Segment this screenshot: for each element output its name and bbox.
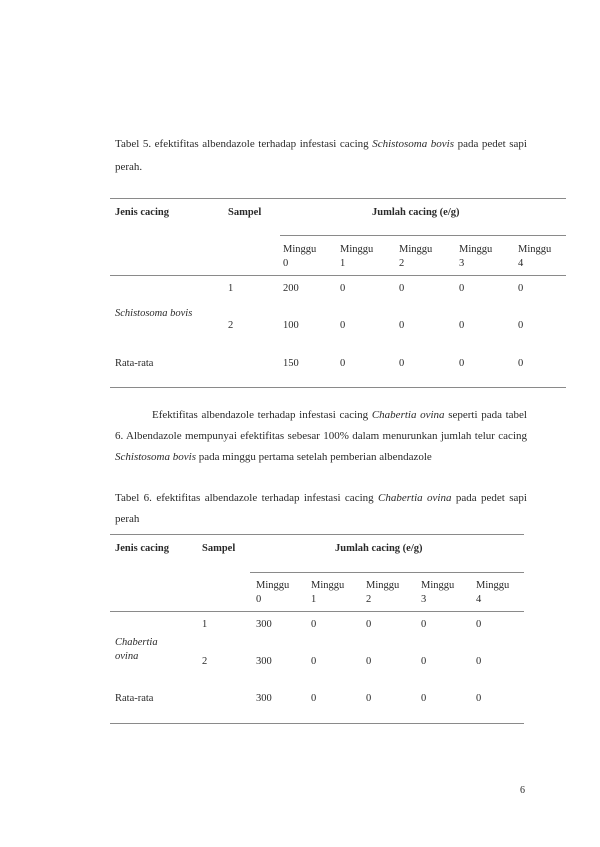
- table6-week-0: Minggu 0: [256, 580, 290, 605]
- table6-row1-w1: 0: [311, 619, 317, 630]
- table5-avg-w2: 0: [399, 358, 405, 369]
- table5-bottom-rule: [110, 387, 566, 388]
- table6-species-line1: Chabertia: [115, 637, 158, 648]
- page-number: 6: [520, 785, 525, 796]
- table5-avg-label: Rata-rata: [115, 358, 154, 369]
- table6-row2-sampel: 2: [202, 656, 208, 667]
- table5-header-jumlah: Jumlah cacing (e/g): [372, 207, 460, 218]
- table5-avg-w3: 0: [459, 358, 465, 369]
- table6-header-bottom-rule: [110, 611, 524, 612]
- table6-week-1: Minggu 1: [311, 580, 345, 605]
- table5-avg-w1: 0: [340, 358, 346, 369]
- table5-week-4: Minggu 4: [518, 244, 552, 269]
- table6-avg-w1: 0: [311, 693, 317, 704]
- table6-header-sampel: Sampel: [202, 543, 236, 554]
- table6-row2-w1: 0: [311, 656, 317, 667]
- table5-row2-w3: 0: [459, 320, 465, 331]
- table6-avg-w4: 0: [476, 693, 482, 704]
- table6-avg-w3: 0: [421, 693, 427, 704]
- table6-bottom-rule: [110, 723, 524, 724]
- table5-row2-w2: 0: [399, 320, 405, 331]
- table6-row2-w3: 0: [421, 656, 427, 667]
- table5-row2-sampel: 2: [228, 320, 234, 331]
- table6-caption-species: Chabertia ovina: [378, 492, 452, 504]
- table5-avg-w4: 0: [518, 358, 524, 369]
- table5-row2-w4: 0: [518, 320, 524, 331]
- table6-caption: Tabel 6. efektifitas albendazole terhadap infestasi cacing Chabertia ovina pada pedet sapi perah: [115, 492, 527, 525]
- table5-top-rule: [110, 198, 566, 199]
- table6-row2-w2: 0: [366, 656, 372, 667]
- table5-row2-w1: 0: [340, 320, 346, 331]
- table5-avg-w0: 150: [283, 358, 299, 369]
- table5-species: Schistosoma bovis: [115, 308, 193, 319]
- table5-row2-w0: 100: [283, 320, 299, 331]
- table5-week-1: Minggu 1: [340, 244, 374, 269]
- table5-row1-w0: 200: [283, 283, 299, 294]
- table5-row1-w4: 0: [518, 283, 524, 294]
- table5-caption-species: Schistosoma bovis: [372, 138, 454, 150]
- table6-avg-label: Rata-rata: [115, 693, 154, 704]
- table6-row1-w3: 0: [421, 619, 427, 630]
- table6-row1-w2: 0: [366, 619, 372, 630]
- paragraph-species-1: Chabertia ovina: [371, 409, 445, 421]
- table5-row1-w1: 0: [340, 283, 346, 294]
- table6-header-jumlah: Jumlah cacing (e/g): [335, 543, 423, 554]
- table6-species-line2: ovina: [115, 651, 139, 662]
- table6-row2-w4: 0: [476, 656, 482, 667]
- table6-header-jenis: Jenis cacing: [115, 543, 169, 554]
- table6-avg-w2: 0: [366, 693, 372, 704]
- paragraph-species-2: Schistosoma bovis: [115, 451, 196, 463]
- table6-week-2: Minggu 2: [366, 580, 400, 605]
- table5-week-3: Minggu 3: [459, 244, 493, 269]
- table5-subheader-rule: [280, 235, 566, 236]
- body-paragraph: Efektifitas albendazole terhadap infestasi cacing Chabertia ovina seperti pada tabel 6. Albendazole mempunyai efektifitas sebesar 100% dalam menurunkan jumlah telur cacing Schistosoma bovis pada minggu pertama setelah pemberian albendazole: [115, 409, 527, 463]
- table5-row1-w2: 0: [399, 283, 405, 294]
- table6-row1-sampel: 1: [202, 619, 208, 630]
- table5-header-sampel: Sampel: [228, 207, 262, 218]
- table6-row1-w4: 0: [476, 619, 482, 630]
- table5-week-2: Minggu 2: [399, 244, 433, 269]
- table5-caption: Tabel 5. efektifitas albendazole terhadap infestasi cacing Schistosoma bovis pada pedet sapi perah.: [115, 138, 527, 173]
- table6-row2-w0: 300: [256, 656, 272, 667]
- table6-week-3: Minggu 3: [421, 580, 455, 605]
- table6-row1-w0: 300: [256, 619, 272, 630]
- table6-subheader-rule: [250, 572, 524, 573]
- table6-week-4: Minggu 4: [476, 580, 510, 605]
- table5-week-0: Minggu 0: [283, 244, 317, 269]
- table5-row1-sampel: 1: [228, 283, 234, 294]
- table5-row1-w3: 0: [459, 283, 465, 294]
- table5-header-bottom-rule: [110, 275, 566, 276]
- table6-top-rule: [110, 534, 524, 535]
- table6-avg-w0: 300: [256, 693, 272, 704]
- table5-header-jenis: Jenis cacing: [115, 207, 169, 218]
